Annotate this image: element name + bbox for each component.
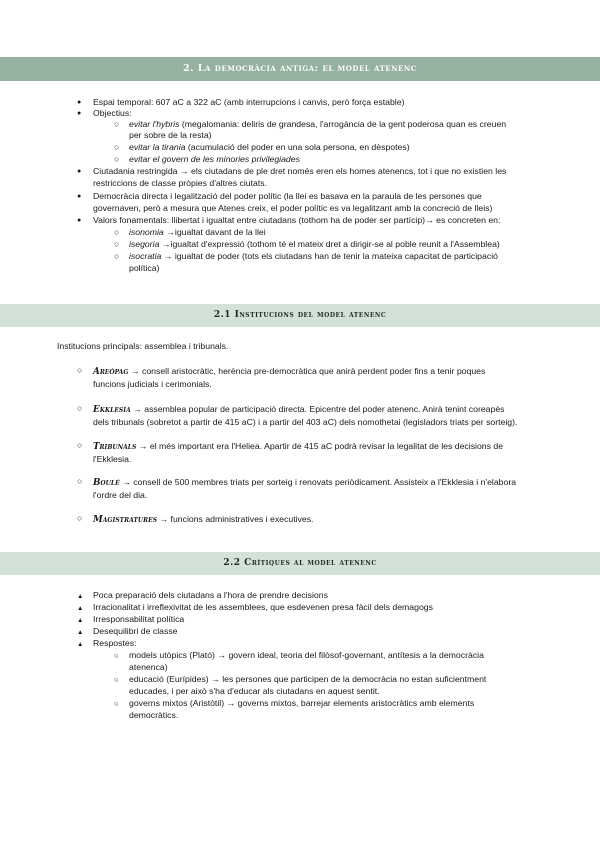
list-item: Objectius: — [93, 108, 132, 118]
bullet-dot: ● — [77, 193, 82, 200]
bullet-circle: ○ — [114, 154, 120, 164]
list-item-cont: l'ordre del dia. — [93, 490, 148, 500]
list-item-cont: atenenca) — [129, 662, 168, 672]
section-heading-institutions: 2.1 Institucions del model atenenc — [0, 304, 600, 327]
list-item: isonomia →igualtat davant de la llei — [129, 227, 266, 237]
bullet-triangle: ▲ — [77, 605, 84, 612]
list-item: Ekklesia → assemblea popular de participació directa. Epicentre del poder atenenc. Anirà tenint coreapès — [93, 404, 505, 415]
bullet-circle: ○ — [77, 513, 83, 523]
bullet-circle: ○ — [114, 239, 120, 249]
list-item: Valors fonamentals: llibertat i igualtat entre ciutadans (tothom ha de poder ser partícip)→ es concreten en: — [93, 215, 501, 225]
list-item: educació (Eurípides) → les persones que participen de la democràcia no estan suficientment — [129, 674, 487, 684]
list-item-cont: restriccions de classe pròpies d'altres ciutats. — [93, 178, 268, 188]
list-item: governs mixtos (Aristòtil) → governs mixtos, barrejar elements aristocràtics amb elements — [129, 698, 475, 708]
list-item-cont: per sobre de la resta) — [129, 130, 212, 140]
list-item: Ciutadania restringida → els ciutadans de ple dret només eren els homes atenencs, tot i que no existien les — [93, 166, 507, 176]
bullet-circle: ○ — [77, 365, 83, 375]
bullet-dot: ● — [77, 168, 82, 175]
bullet-circle: ○ — [114, 119, 120, 129]
bullet-triangle: ▲ — [77, 629, 84, 636]
list-item: Irracionalitat i irreflexivitat de les assemblees, que esdevenen presa fàcil dels demagogs — [93, 602, 433, 612]
list-item: Tribunals → el més important era l'Heliea. Apartir de 415 aC podrà revisar la legalitat de les decisions de — [93, 441, 504, 452]
list-item: Areòpag → consell aristocràtic, herència pre-democràtica que anirà perdent poder fins a tenir poques — [93, 366, 486, 377]
bullet-circle: ○ — [77, 440, 83, 450]
bullet-circle: ○ — [114, 142, 120, 152]
list-item: Espai temporal: 607 aC a 322 aC (amb interrupcions i canvis, però força estable) — [93, 97, 405, 107]
list-item: Respostes: — [93, 638, 137, 648]
bullet-dot: ● — [77, 110, 82, 117]
list-item: Desequilibri de classe — [93, 626, 178, 636]
list-item: isocratia → igualtat de poder (tots els ciutadans han de tenir la mateixa capacitat de participació — [129, 251, 498, 261]
list-item: isegoria →igualtat d'expressió (tothom té el mateix dret a dirigir-se al poble reunit a l'Assemblea) — [129, 239, 500, 249]
bullet-circle: ○ — [114, 675, 119, 684]
list-item-cont: funcions judicials i cerimonials. — [93, 379, 212, 389]
list-item: evitar l'hybris (megalomania: deliris de grandesa, l'arrogància de la gent poderosa quan es creuen — [129, 119, 507, 129]
bullet-circle: ○ — [77, 403, 83, 413]
bullet-triangle: ▲ — [77, 617, 84, 624]
list-item-cont: dels tribunals (sobretot a partir de 415 aC) i a partir del 403 aC) dels nomothetai (legisladors triats per sorteig). — [93, 417, 518, 427]
bullet-circle: ○ — [114, 651, 119, 660]
bullet-dot: ● — [77, 217, 82, 224]
intro-text: Institucions principals: assemblea i tribunals. — [57, 341, 229, 351]
list-item: Boulé → consell de 500 membres triats per sorteig i renovats periòdicament. Assisteix a l'Ekklesia i n'elabora — [93, 477, 517, 488]
list-item: Irresponsabilitat política — [93, 614, 185, 624]
list-item: Poca preparació dels ciutadans a l'hora de prendre decisions — [93, 590, 328, 600]
bullet-dot: ● — [77, 99, 82, 106]
section-heading-democracy: 2. La democràcia antiga: el model atenenc — [0, 57, 600, 81]
list-item: evitar la tirania (acumulació del poder en una sola persona, en dèspotes) — [129, 142, 410, 152]
list-item: Magistratures → funcions administratives i executives. — [93, 514, 314, 525]
list-item-cont: política) — [129, 263, 160, 273]
bullet-circle: ○ — [114, 227, 120, 237]
list-item-cont: governaven, però a mesura que Atenes creix, el poder polític es va legalitzant amb la concreció de lleis) — [93, 203, 493, 213]
list-item: models utòpics (Plató) → govern ideal, teoria del filòsof-governant, antítesis a la democràcia — [129, 650, 484, 660]
list-item-cont: l'Ekklesia. — [93, 454, 132, 464]
bullet-triangle: ▲ — [77, 641, 84, 648]
list-item: evitar el govern de les minories privilegiades — [129, 154, 300, 164]
bullet-circle: ○ — [114, 251, 120, 261]
bullet-circle: ○ — [77, 476, 83, 486]
bullet-triangle: ▲ — [77, 593, 84, 600]
list-item-cont: educades, i per això s'ha d'educar als ciutadans en aquest sentit. — [129, 686, 380, 696]
list-item: Democràcia directa i legalització del poder polític (la llei es basava en la paraula de les persones que — [93, 191, 482, 201]
bullet-circle: ○ — [114, 699, 119, 708]
list-item-cont: democràtics. — [129, 710, 179, 720]
section-heading-criticisms: 2.2 Crítiques al model atenenc — [0, 552, 600, 575]
